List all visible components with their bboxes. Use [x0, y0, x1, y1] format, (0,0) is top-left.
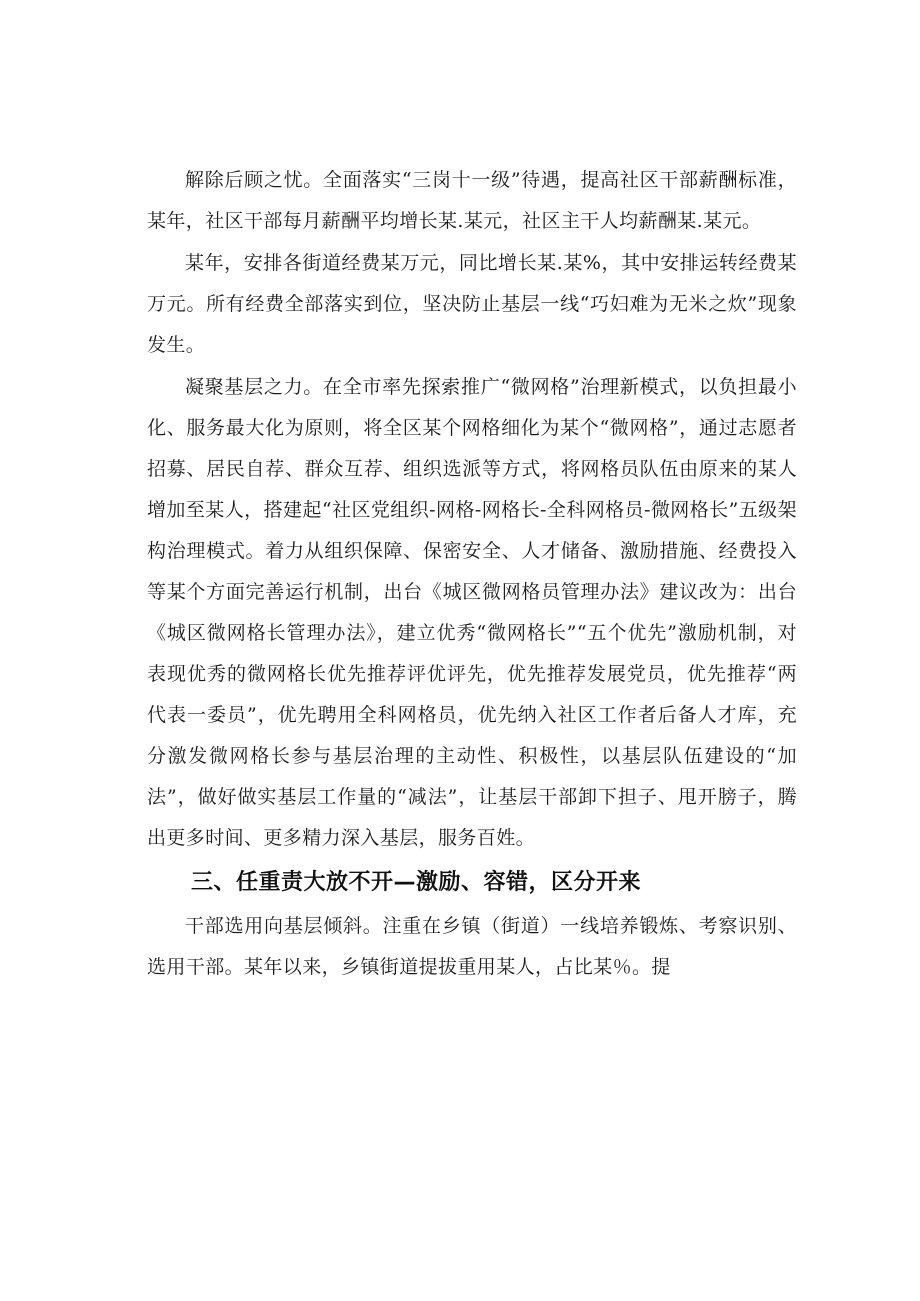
section-heading: 三、任重责大放不开—激励、容错，区分开来 [191, 870, 642, 895]
paragraph-cadre-selection: 干部选用向基层倾斜。注重在乡镇（街道）一线培养锻炼、考察识别、选用干部。某年以来，乡镇街道提拔重用某人，占比某％。提 [147, 915, 797, 978]
paragraph-funding: 某年，安排各街道经费某万元，同比增长某.某%，其中安排运转经费某万元。所有经费全部落实到位，坚决防止基层一线“巧妇难为无米之炊”现象发生。 [147, 252, 797, 356]
document-body [147, 160, 797, 989]
paragraph-micro-grid: 凝聚基层之力。在全市率先探索推广“微网格”治理新模式，以负担最小化、服务最大化为原则，将全区某个网格细化为某个“微网格”，通过志愿者招募、居民自荐、群众互荐、组织选派等方式，将网格员队伍由原来的某人增加至某人，搭建起“社区党组织-网格-网格长-全科网格员-微网格长”五级架构治理模式。着力从组织保障、保密安全、人才储备、激励措施、经费投入等某个方面完善运行机制，出台《城区微网格员管理办法》建议改为：出台《城区微网格长管理办法》，建立优秀“微网格长”“五个优先”激励机制，对表现优秀的微网格长优先推荐评优评先，优先推荐发展党员，优先推荐“两代表一委员”，优先聘用全科网格员，优先纳入社区工作者后备人才库，充分激发微网格长参与基层治理的主动性、积极性，以基层队伍建设的“加法”，做好做实基层工作量的“减法”，让基层干部卸下担子、甩开膀子，腾出更多时间、更多精力深入基层，服务百姓。 [147, 376, 797, 849]
paragraph-salary: 解除后顾之忧。全面落实“三岗十一级”待遇，提高社区干部薪酬标准，某年，社区干部每月薪酬平均增长某.某元，社区主干人均薪酬某.某元。 [147, 169, 797, 232]
